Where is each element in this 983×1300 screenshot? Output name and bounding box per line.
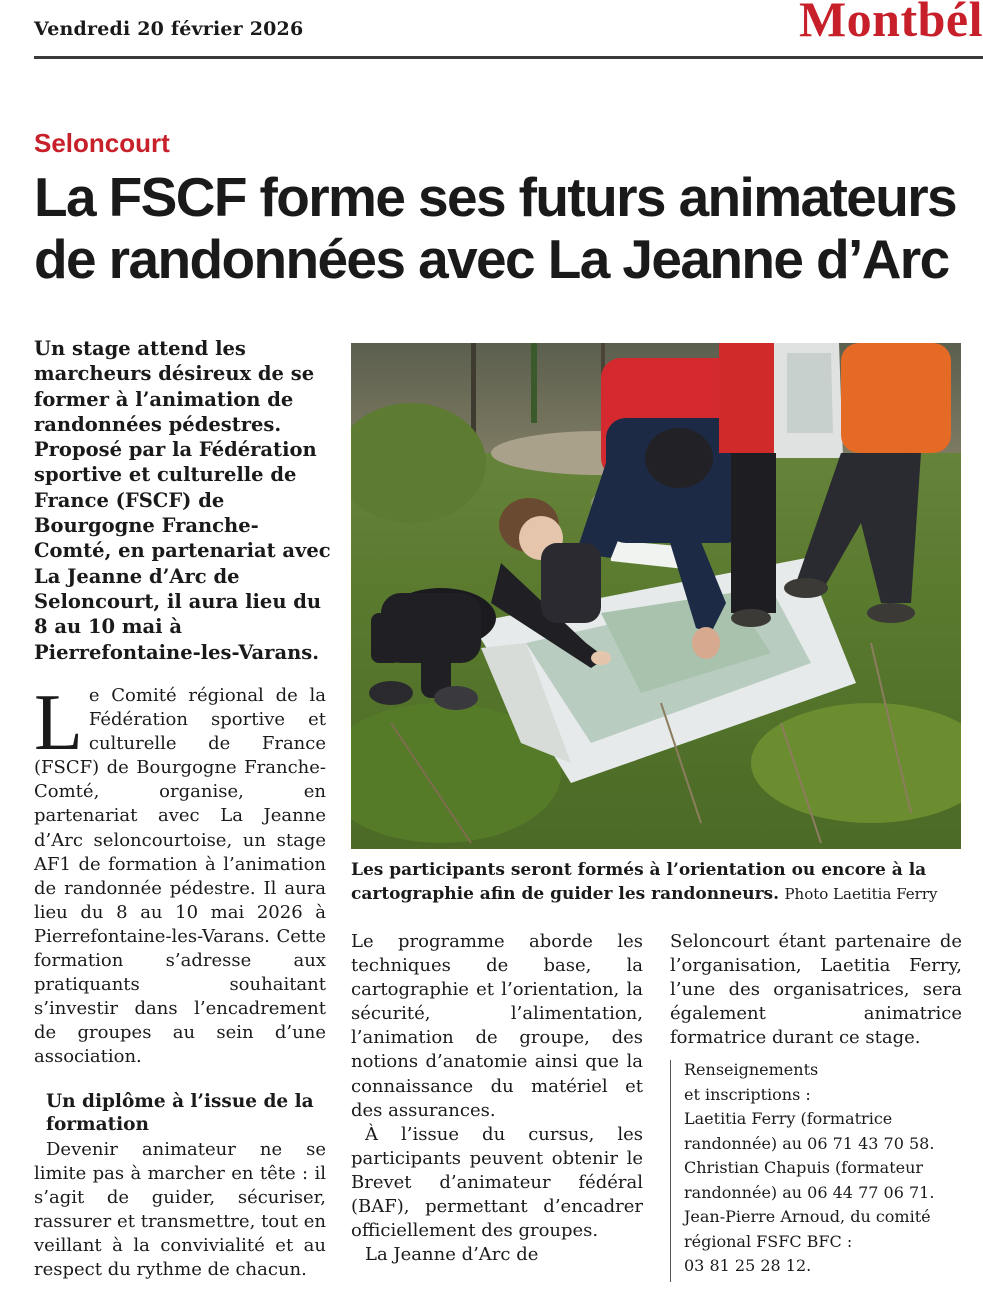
body-paragraph bbox=[34, 679, 326, 1070]
body-paragraph: Devenir animateur ne se limite pas à marcher en tête : il s’agit de guider, sécuriser, rassurer et transmettre, tout en veillant à la convivialité et au respect du rythme de chacun. bbox=[34, 1138, 326, 1280]
photo-caption-text: Les participants seront formés à l’orientation ou encore à la cartographie afin de guider les randonneurs. bbox=[351, 860, 927, 904]
body-paragraph: La Jeanne d’Arc de bbox=[365, 1244, 539, 1266]
article-subhead: Un diplôme à l’issue de la formation bbox=[46, 1090, 314, 1135]
photo-caption bbox=[351, 858, 966, 906]
contact-line: régional FSFC BFC : bbox=[684, 1231, 853, 1251]
headline-line-2: de randonnées avec La Jeanne d’Arc bbox=[34, 228, 949, 290]
contact-line: et inscriptions : bbox=[684, 1084, 811, 1104]
contact-line: Christian Chapuis (formateur bbox=[684, 1158, 924, 1177]
contact-line: Laetitia Ferry (formatrice bbox=[684, 1109, 893, 1128]
contact-line: Renseignements bbox=[684, 1060, 819, 1079]
headline-line-1: La FSCF forme ses futurs animateurs bbox=[34, 166, 957, 228]
header-divider bbox=[34, 56, 983, 59]
column-divider bbox=[670, 1060, 671, 1282]
edition-date: Vendredi 20 février 2026 bbox=[34, 18, 304, 40]
body-paragraph: Le programme aborde les techniques de base, la cartographie et l’orientation, la sécurité, l’alimentation, l’animation de groupe, des notions d’anatomie ainsi que la connaissance du matériel et des assurances. bbox=[351, 931, 643, 1121]
contact-line: Jean-Pierre Arnoud, du comité bbox=[684, 1207, 931, 1226]
body-column-1 bbox=[34, 679, 326, 1282]
body-paragraph: À l’issue du cursus, les participants peuvent obtenir le Brevet d’animateur fédéral (BAF), permettant d’encadrer officiellement des groupes. bbox=[351, 1123, 643, 1242]
photo-credit: Photo Laetitia Ferry bbox=[784, 885, 938, 903]
contact-line: randonnée) au 06 71 43 70 58. bbox=[684, 1133, 935, 1153]
contact-box bbox=[684, 1058, 969, 1279]
body-column-2 bbox=[351, 930, 643, 1267]
article-headline bbox=[34, 166, 974, 290]
body-paragraph-continued: Seloncourt étant partenaire de l’organisation, Laetitia Ferry, l’une des organisatrices, sera également animatrice formatrice durant ce stage. bbox=[670, 931, 962, 1049]
drop-cap: L bbox=[34, 679, 83, 767]
newspaper-masthead: Montbél bbox=[798, 0, 983, 47]
contact-line: 03 81 25 28 12. bbox=[684, 1256, 812, 1275]
body-column-3 bbox=[670, 930, 962, 1050]
article-photo bbox=[351, 343, 961, 849]
article-lede: Un stage attend les marcheurs désireux de se former à l’animation de randonnées pédestres. Proposé par la Fédération sportive et culturelle de France (FSCF) de Bourgogne Franche-Comté, en partenariat avec La Jeanne d’Arc de Seloncourt, il aura lieu du 8 au 10 mai à Pierrefontaine-les-Varans. bbox=[34, 337, 331, 664]
contact-line: randonnée) au 06 44 77 06 71. bbox=[684, 1182, 935, 1202]
body-paragraph-text: e Comité régional de la Fédération sportive et culturelle de France (FSCF) de Bourgogne Franche-Comté, organise, en partenariat avec La Jeanne d’Arc seloncourtoise, un stage AF1 de formation à l’animation de randonnée pédestre. Il aura lieu du 8 au 10 mai 2026 à Pierrefontaine-les-Varans. Cette formation s’adresse aux pratiquants souhaitant s’investir dans l’encadrement de groupes au sein d’une association. bbox=[34, 685, 326, 1068]
article-kicker: Seloncourt bbox=[34, 128, 170, 158]
